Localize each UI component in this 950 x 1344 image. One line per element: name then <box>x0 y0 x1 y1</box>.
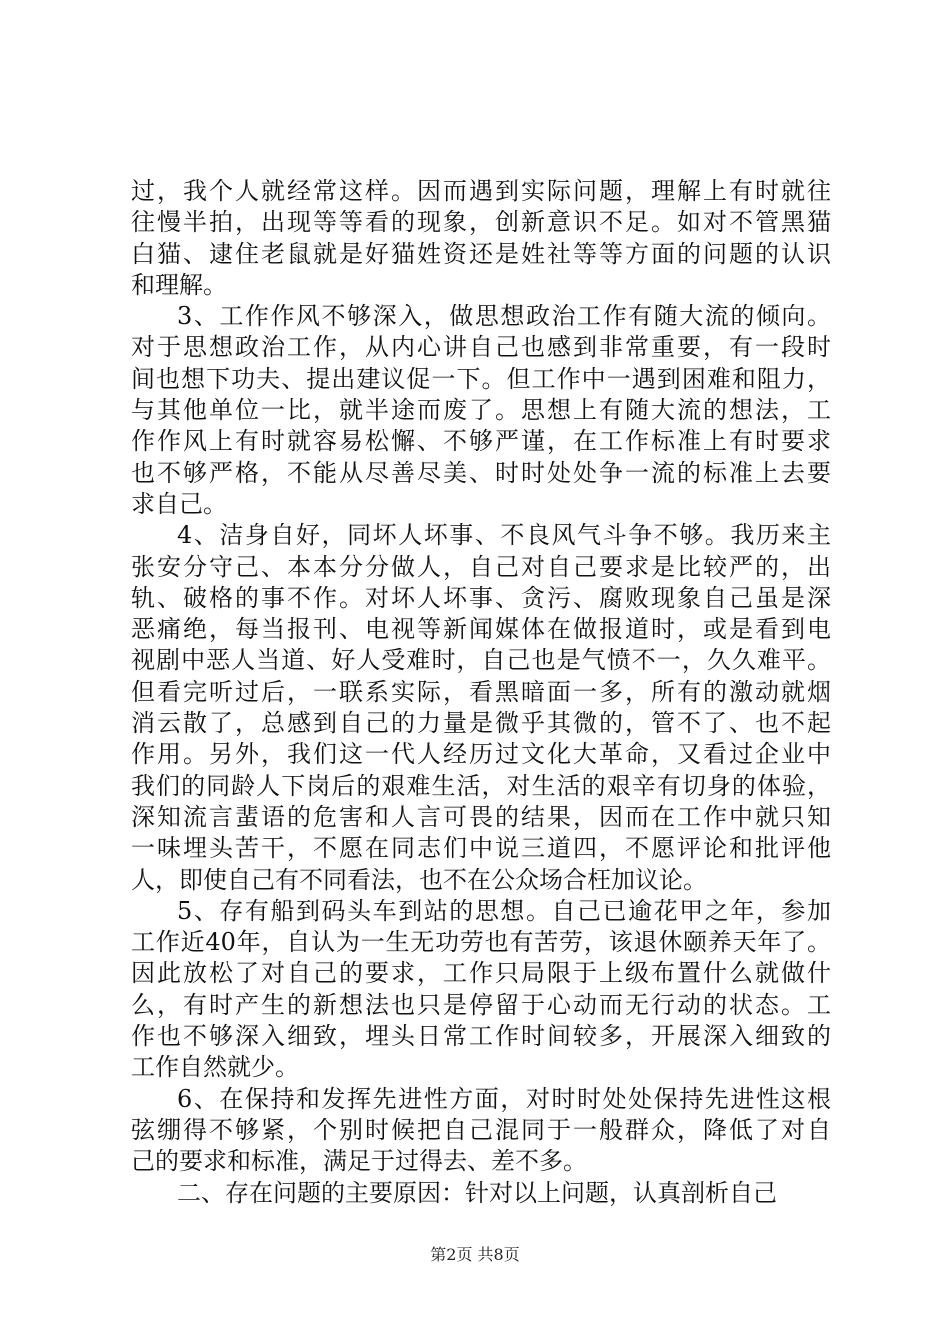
text-line: 与其他单位一比，就半途而废了。思想上有随大流的想法，工 <box>131 396 831 425</box>
text-line: 人，即使自己有不同看法，也不在公众场合枉加议论。 <box>131 865 707 894</box>
text-line: 求自己。 <box>131 489 227 518</box>
text-line: 深知流言蜚语的危害和人言可畏的结果，因而在工作中就只知 <box>131 802 831 831</box>
text-line: 恶痛绝，每当报刊、电视等新闻媒体在做报道时，或是看到电 <box>131 615 831 644</box>
text-line: 轨、破格的事不作。对坏人坏事、贪污、腐败现象自己虽是深 <box>131 583 831 612</box>
text-line: 弦绷得不够紧，个别时候把自己混同于一般群众，降低了对自 <box>131 1115 831 1144</box>
text-line: 作作风上有时就容易松懈、不够严谨，在工作标准上有时要求 <box>131 427 831 456</box>
text-line: 但看完听过后，一联系实际，看黑暗面一多，所有的激动就烟 <box>131 677 831 706</box>
text-line: 也不够严格，不能从尽善尽美、时时处处争一流的标准上去要 <box>131 458 831 487</box>
text-line: 白猫、逮住老鼠就是好猫姓资还是姓社等等方面的问题的认识 <box>131 239 831 268</box>
text-line: 作也不够深入细致，埋头日常工作时间较多，开展深入细致的 <box>131 1022 831 1051</box>
paragraph-5-start: 5、存有船到码头车到站的思想。自己已逾花甲之年，参加 <box>177 896 831 925</box>
text-line: 张安分守己、本本分分做人，自己对自己要求是比较严的，出 <box>131 552 831 581</box>
text-line: 己的要求和标准，满足于过得去、差不多。 <box>131 1147 587 1176</box>
text-line: 因此放松了对自己的要求，工作只局限于上级布置什么就做什 <box>131 959 831 988</box>
section-2-heading-line: 二、存在问题的主要原因：针对以上问题，认真剖析自己 <box>177 1178 777 1207</box>
text-line: 作用。另外，我们这一代人经历过文化大革命，又看过企业中 <box>131 740 831 769</box>
paragraph-6-start: 6、在保持和发挥先进性方面，对时时处处保持先进性这根 <box>177 1084 831 1113</box>
text-line: 和理解。 <box>131 270 227 299</box>
text-line: 对于思想政治工作，从内心讲自己也感到非常重要，有一段时 <box>131 333 831 362</box>
text-line: 工作近40年，自认为一生无功劳也有苦劳，该退休颐养天年了。 <box>131 928 831 957</box>
paragraph-4-start: 4、洁身自好，同坏人坏事、不良风气斗争不够。我历来主 <box>177 521 831 550</box>
text-line: 间也想下功夫、提出建议促一下。但工作中一遇到困难和阻力， <box>131 364 831 393</box>
text-line: 消云散了，总感到自己的力量是微乎其微的，管不了、也不起 <box>131 709 831 738</box>
page-footer: 第2页 共8页 <box>430 1245 520 1264</box>
text-line: 过，我个人就经常这样。因而遇到实际问题，理解上有时就往 <box>131 177 831 205</box>
text-line: 工作自然就少。 <box>131 1053 299 1082</box>
text-line: 么，有时产生的新想法也只是停留于心动而无行动的状态。工 <box>131 990 831 1019</box>
text-line: 往慢半拍，出现等等看的现象，创新意识不足。如对不管黑猫 <box>131 208 831 237</box>
text-line: 我们的同龄人下岗后的艰难生活，对生活的艰辛有切身的体验， <box>131 771 831 800</box>
body-text <box>131 176 831 1209</box>
paragraph-3-start: 3、工作作风不够深入，做思想政治工作有随大流的倾向。 <box>177 302 831 331</box>
text-line: 一味埋头苦干，不愿在同志们中说三道四，不愿评论和批评他 <box>131 834 831 863</box>
text-line: 视剧中恶人当道、好人受难时，自己也是气愤不一，久久难平。 <box>131 646 831 675</box>
